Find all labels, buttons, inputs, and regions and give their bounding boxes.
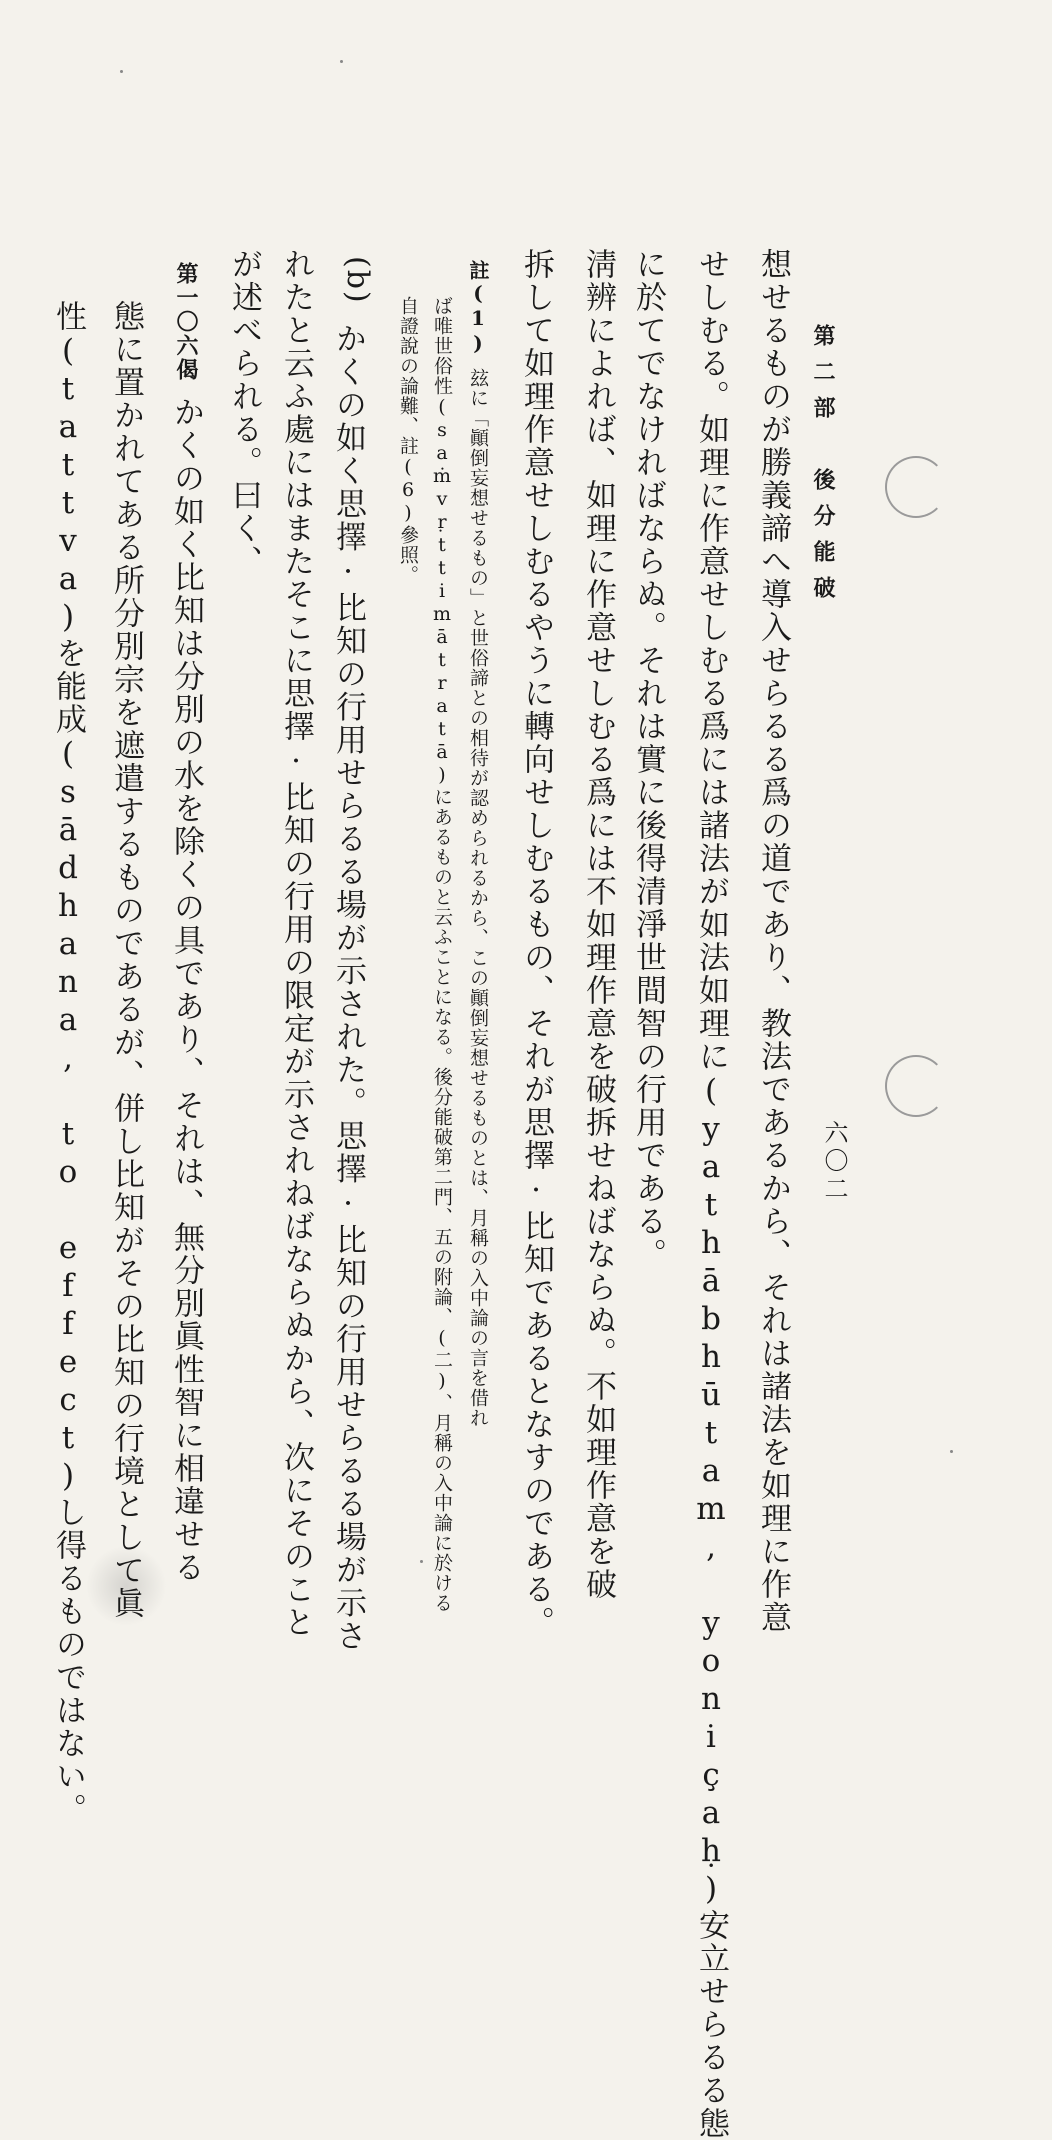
section-b-line: れたと云ふ處にはまたそこに思擇·比知の行用の限定が示されねばならぬから、次にそのこと: [278, 248, 314, 1639]
verse-line: 態に置かれてある所分別宗を遮遣するものであるが、併し比知がその比知の行境として眞: [108, 300, 144, 1620]
section-b-text: かくの如く思擇·比知の行用せらるる場が示された。思擇·比知の行用せらるる場が示さ: [330, 322, 366, 1653]
speck: [120, 70, 123, 73]
note-line: ば唯世俗性(saṁvṛttimātratā)にあるものと云ふことになる。後分能破第二門、五の附論、(二)、月稱の入中論に於ける: [431, 296, 453, 1613]
verse-text: かくの如く比知は分別の水を除くの具であり、それは、無分別眞性智に相違せる: [168, 396, 204, 1584]
body-line: 淸辨によれば、如理に作意せしむる爲には不如理作意を破拆せねばならぬ。不如理作意を破: [580, 248, 616, 1601]
body-line: せしむる。如理に作意せしむる爲には諸法が如法如理に(yathābhūtam, yoniçaḥ)安立せらるる態: [693, 248, 729, 2140]
note-line: 自證說の論難、註(6)參照。: [397, 296, 419, 585]
body-line: 想せるものが勝義諦へ導入せらるる爲の道であり、教法であるから、それは諸法を如理に作意: [755, 248, 791, 1634]
verse-line: 性(tattva)を能成(sādhana, to effect)し得るものではない。: [50, 300, 86, 1826]
punch-hole-top: [885, 456, 947, 518]
note-label: 註(1): [466, 260, 490, 356]
page-number: 六〇二: [820, 1120, 848, 1204]
verse-label: 第一〇六偈: [173, 262, 199, 382]
body-line: に於てでなければならぬ。それは實に後得清淨世間智の行用である。: [630, 248, 666, 1271]
speck: [420, 1560, 423, 1563]
speck: [950, 1450, 953, 1453]
punch-hole-bottom: [885, 1055, 947, 1117]
note-line: [468, 260, 488, 1428]
note-text: 玆に「顚倒妄想せるもの」と世俗諦との相待が認められるから、この顚倒妄想せるものとは、月稱の入中論の言を借れ: [467, 368, 489, 1428]
running-header: 第二部 後分能破: [810, 324, 836, 612]
verse-line: [168, 262, 204, 1584]
section-b-line: が述べられる。曰く、: [226, 248, 262, 578]
section-b-line: [330, 256, 375, 1653]
speck: [340, 60, 343, 63]
section-b-mark: (b): [340, 256, 375, 305]
body-line: 拆して如理作意せしむるやうに轉向せしむるもの、それが思擇·比知であるとなすのである。: [518, 248, 554, 1639]
